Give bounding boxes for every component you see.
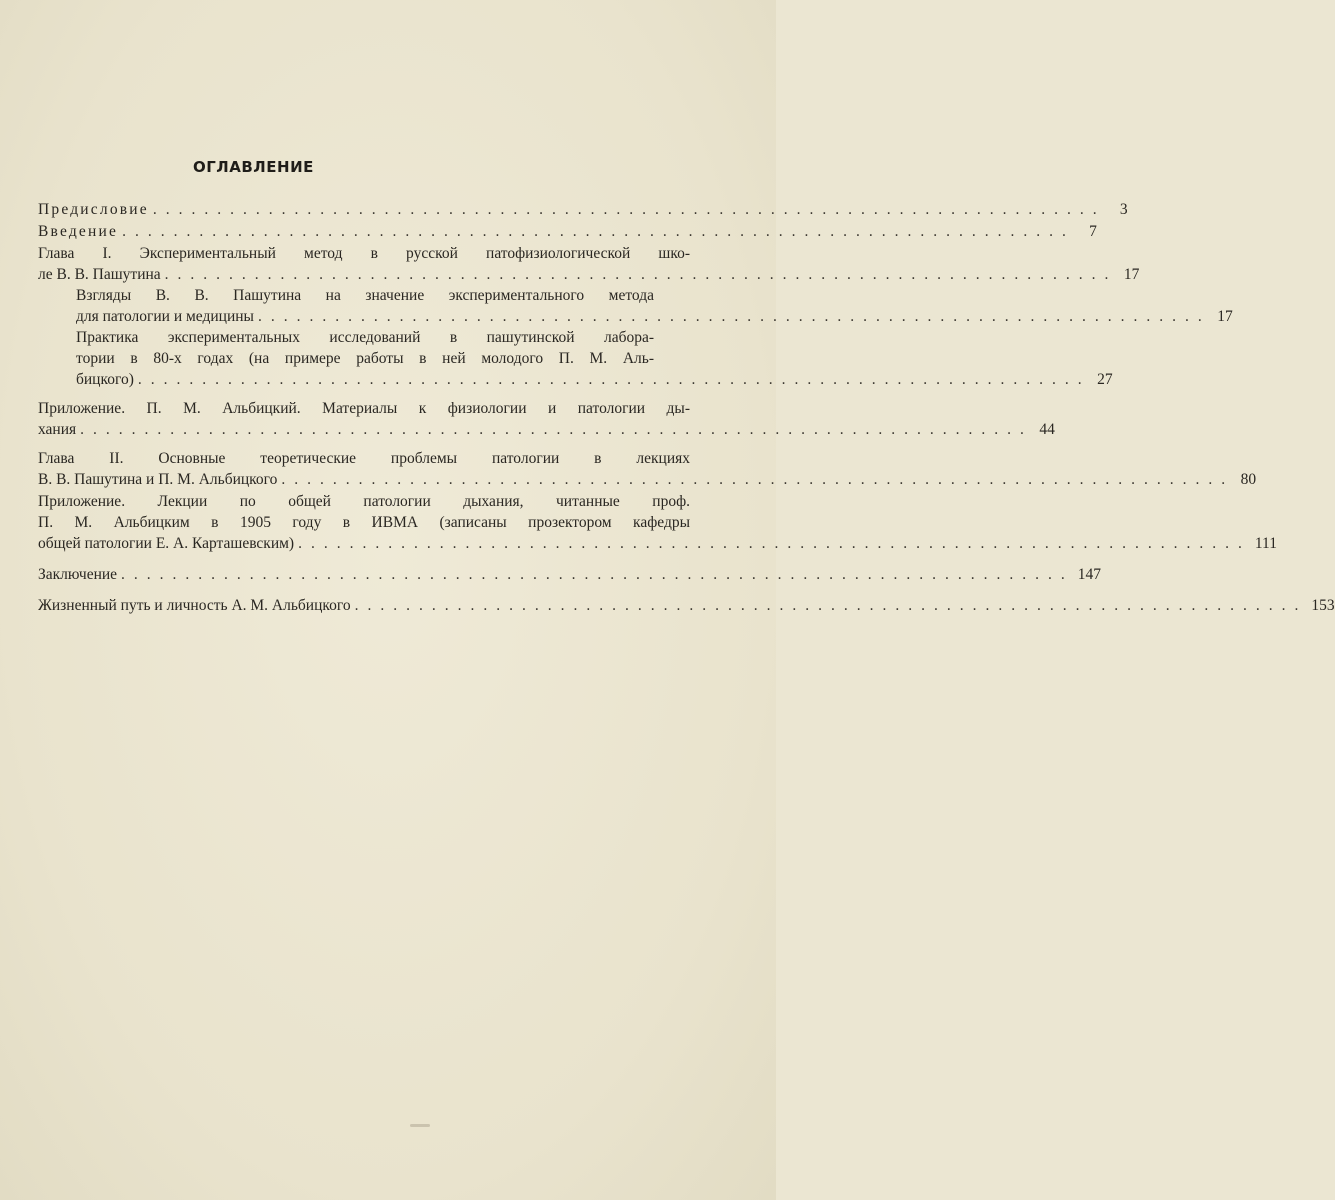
toc-entry-title: Жизненный путь и личность А. М. Альбицкого: [38, 597, 351, 614]
toc-page-number: 3: [1119, 201, 1128, 218]
dot-leader: ..........................................................................: [298, 535, 1251, 552]
toc-page-number: 80: [1240, 471, 1257, 488]
toc-entry-line: Приложение. Лекции по общей патологии дыхания, читанные проф.: [38, 493, 690, 510]
toc-entry-biography[interactable]: [38, 595, 1335, 616]
toc-entry-conclusion[interactable]: [38, 564, 1102, 585]
toc-entry-title: бицкого): [76, 371, 134, 388]
toc-page-number: 7: [1089, 223, 1097, 240]
toc-entry-line: Глава I. Экспериментальный метод в русской патофизиологической шко-: [38, 245, 690, 262]
toc-entry-chapter-2[interactable]: [38, 448, 1257, 490]
toc-entry-section-1-1[interactable]: [38, 285, 1233, 327]
toc-entry-title: В. В. Пашутина и П. М. Альбицкого: [38, 471, 278, 488]
toc-entry-title: общей патологии Е. А. Карташевским): [38, 535, 295, 552]
toc-entry-appendix-1[interactable]: [38, 398, 1055, 440]
toc-page-number: 17: [1217, 308, 1233, 325]
table-of-contents: [38, 199, 1335, 616]
dot-leader: ..........................................................................: [257, 308, 1211, 325]
toc-page-number: 111: [1254, 535, 1277, 552]
toc-entry-title: для патологии и медицины: [76, 308, 254, 325]
toc-entry-preface[interactable]: [38, 199, 1128, 220]
toc-entry-line: П. М. Альбицким в 1905 году в ИВМА (записаны прозектором кафедры: [38, 514, 690, 531]
toc-page-number: 27: [1097, 371, 1113, 388]
dot-leader: ..........................................................................: [152, 201, 1106, 218]
toc-entry-line: Глава II. Основные теоретические проблемы патологии в лекциях: [38, 450, 690, 467]
toc-page-number: 153: [1311, 597, 1335, 614]
toc-entry-section-1-2[interactable]: [38, 327, 1113, 390]
toc-entry-line: Практика экспериментальных исследований в пашутинской лабора-: [76, 329, 654, 346]
toc-entry-line: тории в 80-х годах (на примере работы в ней молодого П. М. Аль-: [76, 350, 654, 367]
toc-entry-title: хания: [38, 421, 77, 438]
dot-leader: ..........................................................................: [80, 421, 1033, 438]
toc-entry-title: ле В. В. Пашутина: [38, 266, 161, 283]
toc-entry-title: Предисловие: [38, 201, 149, 218]
toc-entry-appendix-2[interactable]: [38, 491, 1277, 554]
toc-entry-chapter-1[interactable]: [38, 243, 1140, 285]
dot-leader: ..........................................................................: [122, 223, 1075, 240]
toc-page-number: 17: [1123, 266, 1140, 283]
dot-leader: ..........................................................................: [137, 371, 1091, 388]
page-title: ОГЛАВЛЕНИЕ: [193, 158, 314, 176]
toc-entry-title: Введение: [38, 223, 119, 240]
paper-smudge: [410, 1124, 430, 1127]
dot-leader: ..........................................................................: [121, 566, 1074, 583]
toc-page-number: 44: [1039, 421, 1055, 438]
toc-entry-title: Заключение: [38, 566, 118, 583]
dot-leader: ..........................................................................: [164, 266, 1118, 283]
toc-entry-line: Взгляды В. В. Пашутина на значение экспериментального метода: [76, 287, 654, 304]
toc-entry-line: Приложение. П. М. Альбицкий. Материалы к физиологии и патологии ды-: [38, 400, 690, 417]
dot-leader: ..........................................................................: [354, 597, 1308, 614]
dot-leader: ..........................................................................: [281, 471, 1235, 488]
toc-page-number: 147: [1077, 566, 1102, 583]
toc-entry-introduction[interactable]: [38, 221, 1097, 242]
